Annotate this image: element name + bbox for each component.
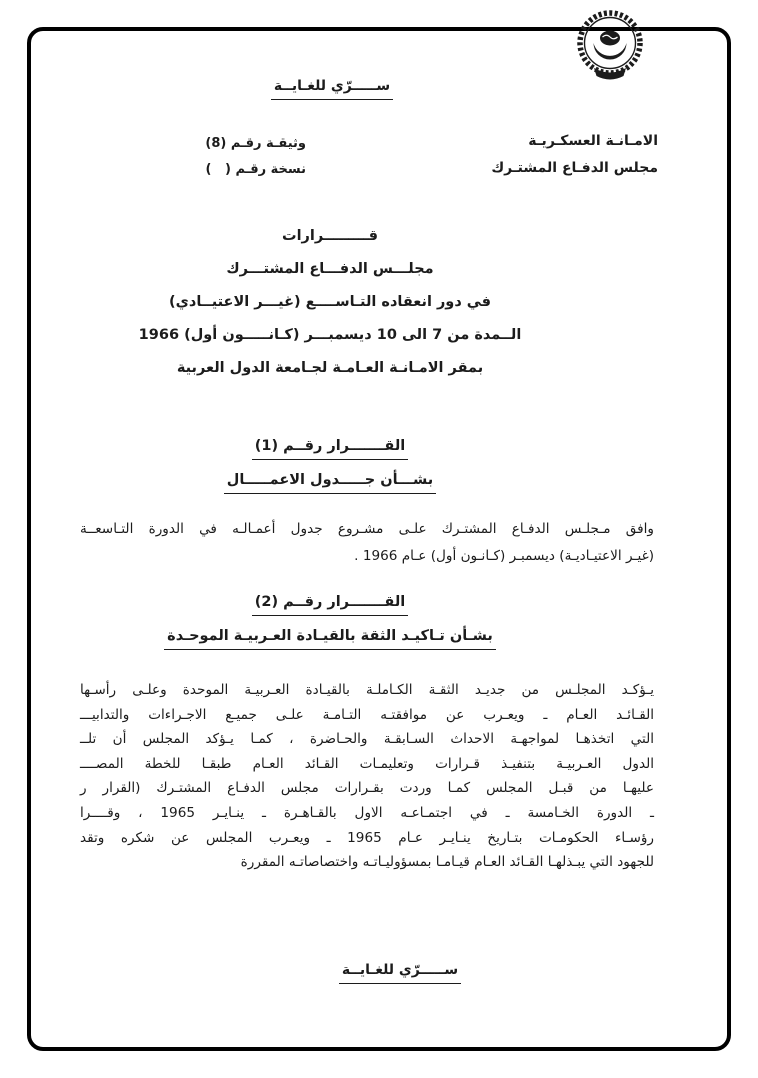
arab-league-emblem: [570, 5, 650, 85]
body-line: عليهـا من قبـل المجلس كمـا وردت بقـرارات مجلس الدفـاع المشتـرك (القرار ر: [80, 780, 654, 797]
org-block: [491, 128, 658, 182]
decision-2-heading: [130, 594, 530, 662]
title-decisions: قـــــــــرارات: [282, 228, 378, 244]
body-line: التي اتخذهـا لمواجهـة الاحداث السـابقـة والحـاضرة ، كمـا يـؤكد المجلس أن تلــ: [80, 731, 654, 748]
arab-league-seal-icon: [570, 5, 650, 85]
body-line: يـؤكـد المجلـس من جديـد الثقـة الكـاملـة بالقيـادة العـربيـة الموحدة وعلـى رأسـها: [80, 682, 654, 698]
decision-1-subject-heading: بشـــأن جـــــدول الاعمـــــال: [224, 472, 436, 494]
decision-1-number-heading: القـــــــرار رقــم (1): [252, 438, 408, 460]
classification-top-text: ســـــرّي للغـايــة: [271, 78, 393, 100]
body-line: وافق مـجلـس الدفـاع المشتـرك علـى مشـروع جدول أعمـالـه في الدورة التـاسعــة: [80, 521, 654, 537]
document-meta-block: [198, 131, 306, 183]
title-council-name: مجلـــس الدفـــاع المشتـــرك: [226, 261, 434, 277]
decision-2-body: [80, 678, 654, 875]
decision-2-subject-heading: بشـأن تـاكيـد الثقة بالقيـادة العـربيـة الموحـدة: [164, 628, 496, 650]
decision-1-heading: [130, 438, 530, 506]
title-session: في دور انعقاده التـاســــع (غيـــر الاعتيــادي): [169, 294, 491, 310]
classification-top: [82, 78, 582, 100]
copy-number: نسخة رقـم ( ): [205, 162, 306, 177]
decision-1-body: [80, 516, 654, 570]
body-line: القـائـد العـام ـ ويعـرب عن موافقتـه التـامـة علـى جميـع الاجـراءات والتدابيـــ: [80, 706, 654, 723]
body-line: (غيـر الاعتيـاديـة) ديسمبـر (كـانـون أول) عـام 1966 .: [354, 548, 654, 564]
title-venue: بمقر الامـانـة العـامـة لجـامعة الدول العربية: [176, 360, 484, 376]
body-line: رؤسـاء الحكومـات بتـاريخ ينـايـر عـام 1965 ـ ويعـرب المجلس عن شكره وتقد: [80, 829, 654, 846]
classification-bottom-text: ســـــرّي للغـايــة: [339, 962, 461, 984]
document-number: وثيقـة رقـم (8): [205, 136, 306, 151]
org-line-joint-defense-council: مجلس الدفـاع المشتـرك: [491, 160, 658, 176]
body-line: الدول العـربيـة بتنفيـذ قـرارات وتعليمـات القـائد العـام طبقـا للخطة المصــــ: [80, 755, 654, 772]
body-line: للجهود التي يبـذلهـا القـائد العـام قيـامـا بمسؤوليـاتـه واختصاصاتـه المقررة: [240, 854, 654, 871]
title-dates: الــمدة من 7 الى 10 ديسمبـــر (كـانـــــون أول) 1966: [138, 327, 522, 343]
body-line: ـ الدورة الخـامسة ـ في اجتمـاعـه الاول بالقـاهـرة ـ ينـايـر 1965 ، وقــــرا: [80, 804, 654, 821]
classification-bottom: [150, 962, 650, 984]
org-line-military-secretariat: الامـانـة العسكـريـة: [528, 133, 658, 149]
decision-2-number-heading: القـــــــرار رقــم (2): [252, 594, 408, 616]
title-block: [130, 220, 530, 385]
